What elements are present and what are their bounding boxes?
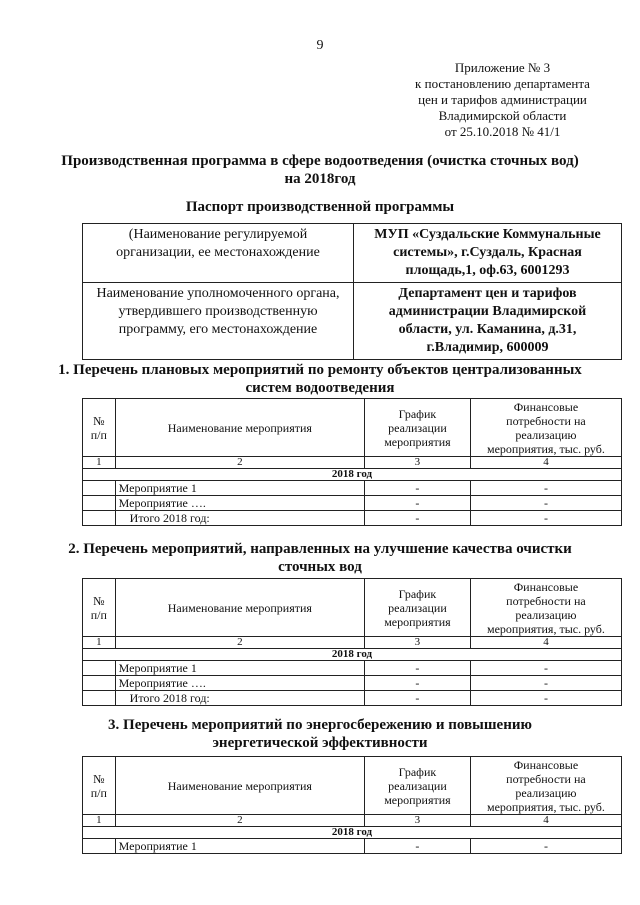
column-number-row — [83, 457, 622, 469]
total-schedule: - — [364, 511, 470, 526]
section-3-heading — [30, 716, 610, 752]
text-line: МУП «Суздальские Коммунальные — [374, 227, 601, 242]
text-line: организации, ее местонахождение — [116, 245, 320, 260]
year-row — [83, 827, 622, 839]
passport-table — [82, 223, 622, 360]
activity-finance: - — [470, 676, 621, 691]
text-line: № — [93, 771, 105, 786]
row-number — [83, 496, 116, 511]
text-line: мероприятия — [384, 792, 451, 807]
total-finance: - — [470, 511, 621, 526]
total-row — [83, 691, 622, 706]
header-name: Наименование мероприятия — [115, 399, 364, 457]
column-number: 1 — [83, 815, 116, 827]
column-number: 3 — [364, 457, 470, 469]
heading-line: сточных вод — [278, 559, 362, 575]
activity-schedule: - — [364, 481, 470, 496]
row-number — [83, 481, 116, 496]
table-header-row — [83, 579, 622, 637]
activity-schedule: - — [364, 839, 470, 854]
text-line: площадь,1, оф.63, 6001293 — [405, 263, 570, 278]
annex-line: цен и тарифов администрации — [418, 92, 587, 107]
activity-schedule: - — [364, 496, 470, 511]
title-line: Производственная программа в сфере водоотведения (очистка сточных вод) — [61, 153, 579, 169]
text-line: системы», г.Суздаль, Красная — [393, 245, 582, 260]
header-name: Наименование мероприятия — [115, 579, 364, 637]
passport-value — [354, 224, 622, 283]
row-number — [83, 661, 116, 676]
table-row — [83, 676, 622, 691]
text-line: п/п — [90, 785, 107, 800]
year-row — [83, 649, 622, 661]
activity-name: Мероприятие …. — [115, 676, 364, 691]
section-3-table — [82, 756, 622, 854]
activity-finance: - — [470, 496, 621, 511]
table-header-row — [83, 399, 622, 457]
column-number: 2 — [115, 637, 364, 649]
text-line: мероприятия — [384, 434, 451, 449]
text-line: реализацию — [515, 427, 577, 442]
column-number: 3 — [364, 815, 470, 827]
text-line: реализацию — [515, 607, 577, 622]
header-schedule — [364, 579, 470, 637]
heading-line: энергетической эффективности — [212, 735, 428, 751]
text-line: утвердившего производственную — [118, 304, 318, 319]
annex-line: Владимирской области — [438, 108, 567, 123]
column-number: 2 — [115, 815, 364, 827]
text-line: (Наименование регулируемой — [128, 227, 308, 242]
year-row — [83, 469, 622, 481]
annex-line: от 25.10.2018 № 41/1 — [444, 124, 561, 139]
text-line: реализации — [388, 420, 447, 435]
text-line: п/п — [90, 427, 107, 442]
activity-name: Мероприятие 1 — [115, 839, 364, 854]
heading-line: 3. Перечень мероприятий по энергосбережению и повышению — [108, 717, 532, 733]
column-number: 4 — [470, 457, 621, 469]
row-number — [83, 676, 116, 691]
table-row — [83, 481, 622, 496]
text-line: Департамент цен и тарифов — [398, 286, 577, 301]
total-row — [83, 511, 622, 526]
text-line: мероприятия — [384, 614, 451, 629]
year-label: 2018 год — [83, 827, 622, 839]
year-label: 2018 год — [83, 469, 622, 481]
section-2-table — [82, 578, 622, 706]
page-number: 9 — [316, 38, 324, 53]
row-number — [83, 839, 116, 854]
column-number: 4 — [470, 637, 621, 649]
header-finance — [470, 757, 621, 815]
passport-value — [354, 283, 622, 360]
text-line: Финансовые — [513, 757, 579, 772]
table-row — [83, 839, 622, 854]
text-line: реализацию — [515, 785, 577, 800]
text-line: № — [93, 413, 105, 428]
column-number: 3 — [364, 637, 470, 649]
heading-line: 1. Перечень плановых мероприятий по ремонту объектов централизованных — [58, 362, 582, 378]
header-number — [83, 757, 116, 815]
text-line: № — [93, 593, 105, 608]
header-number — [83, 399, 116, 457]
passport-heading: Паспорт производственной программы — [185, 199, 455, 215]
activity-finance: - — [470, 481, 621, 496]
column-number: 2 — [115, 457, 364, 469]
activity-name: Мероприятие …. — [115, 496, 364, 511]
header-name: Наименование мероприятия — [115, 757, 364, 815]
header-schedule — [364, 399, 470, 457]
activity-name: Мероприятие 1 — [115, 661, 364, 676]
document-title — [30, 152, 610, 188]
text-line: п/п — [90, 607, 107, 622]
header-finance — [470, 579, 621, 637]
text-line: г.Владимир, 600009 — [426, 340, 549, 355]
text-line: области, ул. Каманина, д.31, — [398, 322, 577, 337]
text-line: мероприятия, тыс. руб. — [486, 799, 605, 814]
annex-line: Приложение № 3 — [454, 60, 551, 75]
activity-name: Мероприятие 1 — [115, 481, 364, 496]
text-line: График — [398, 764, 437, 779]
table-row — [83, 496, 622, 511]
text-line: администрации Владимирской — [388, 304, 587, 319]
column-number: 1 — [83, 637, 116, 649]
passport-label — [83, 283, 354, 360]
passport-label — [83, 224, 354, 283]
total-schedule: - — [364, 691, 470, 706]
row-number — [83, 691, 116, 706]
heading-line: систем водоотведения — [245, 380, 395, 396]
text-line: мероприятия, тыс. руб. — [486, 621, 605, 636]
column-number-row — [83, 637, 622, 649]
row-number — [83, 511, 116, 526]
text-line: программу, его местонахождение — [118, 322, 318, 337]
passport-row — [83, 224, 622, 283]
text-line: Финансовые — [513, 399, 579, 414]
text-line: График — [398, 406, 437, 421]
text-line: График — [398, 586, 437, 601]
heading-line: 2. Перечень мероприятий, направленных на улучшение качества очистки — [68, 541, 572, 557]
text-line: Финансовые — [513, 579, 579, 594]
section-1-table — [82, 398, 622, 526]
table-header-row — [83, 757, 622, 815]
header-schedule — [364, 757, 470, 815]
section-1-heading — [30, 361, 610, 397]
activity-schedule: - — [364, 661, 470, 676]
text-line: потребности на — [506, 593, 586, 608]
text-line: потребности на — [506, 771, 586, 786]
text-line: мероприятия, тыс. руб. — [486, 441, 605, 456]
column-number: 4 — [470, 815, 621, 827]
passport-row — [83, 283, 622, 360]
activity-finance: - — [470, 661, 621, 676]
activity-finance: - — [470, 839, 621, 854]
total-finance: - — [470, 691, 621, 706]
text-line: Наименование уполномоченного органа, — [96, 286, 340, 301]
annex-line: к постановлению департамента — [415, 76, 590, 91]
header-number — [83, 579, 116, 637]
title-line: на 2018год — [284, 171, 356, 187]
year-label: 2018 год — [83, 649, 622, 661]
total-label: Итого 2018 год: — [115, 691, 364, 706]
section-2-heading — [30, 540, 610, 576]
table-row — [83, 661, 622, 676]
header-finance — [470, 399, 621, 457]
total-label: Итого 2018 год: — [115, 511, 364, 526]
column-number: 1 — [83, 457, 116, 469]
text-line: реализации — [388, 778, 447, 793]
text-line: реализации — [388, 600, 447, 615]
activity-schedule: - — [364, 676, 470, 691]
text-line: потребности на — [506, 413, 586, 428]
column-number-row — [83, 815, 622, 827]
annex-block — [380, 60, 625, 140]
